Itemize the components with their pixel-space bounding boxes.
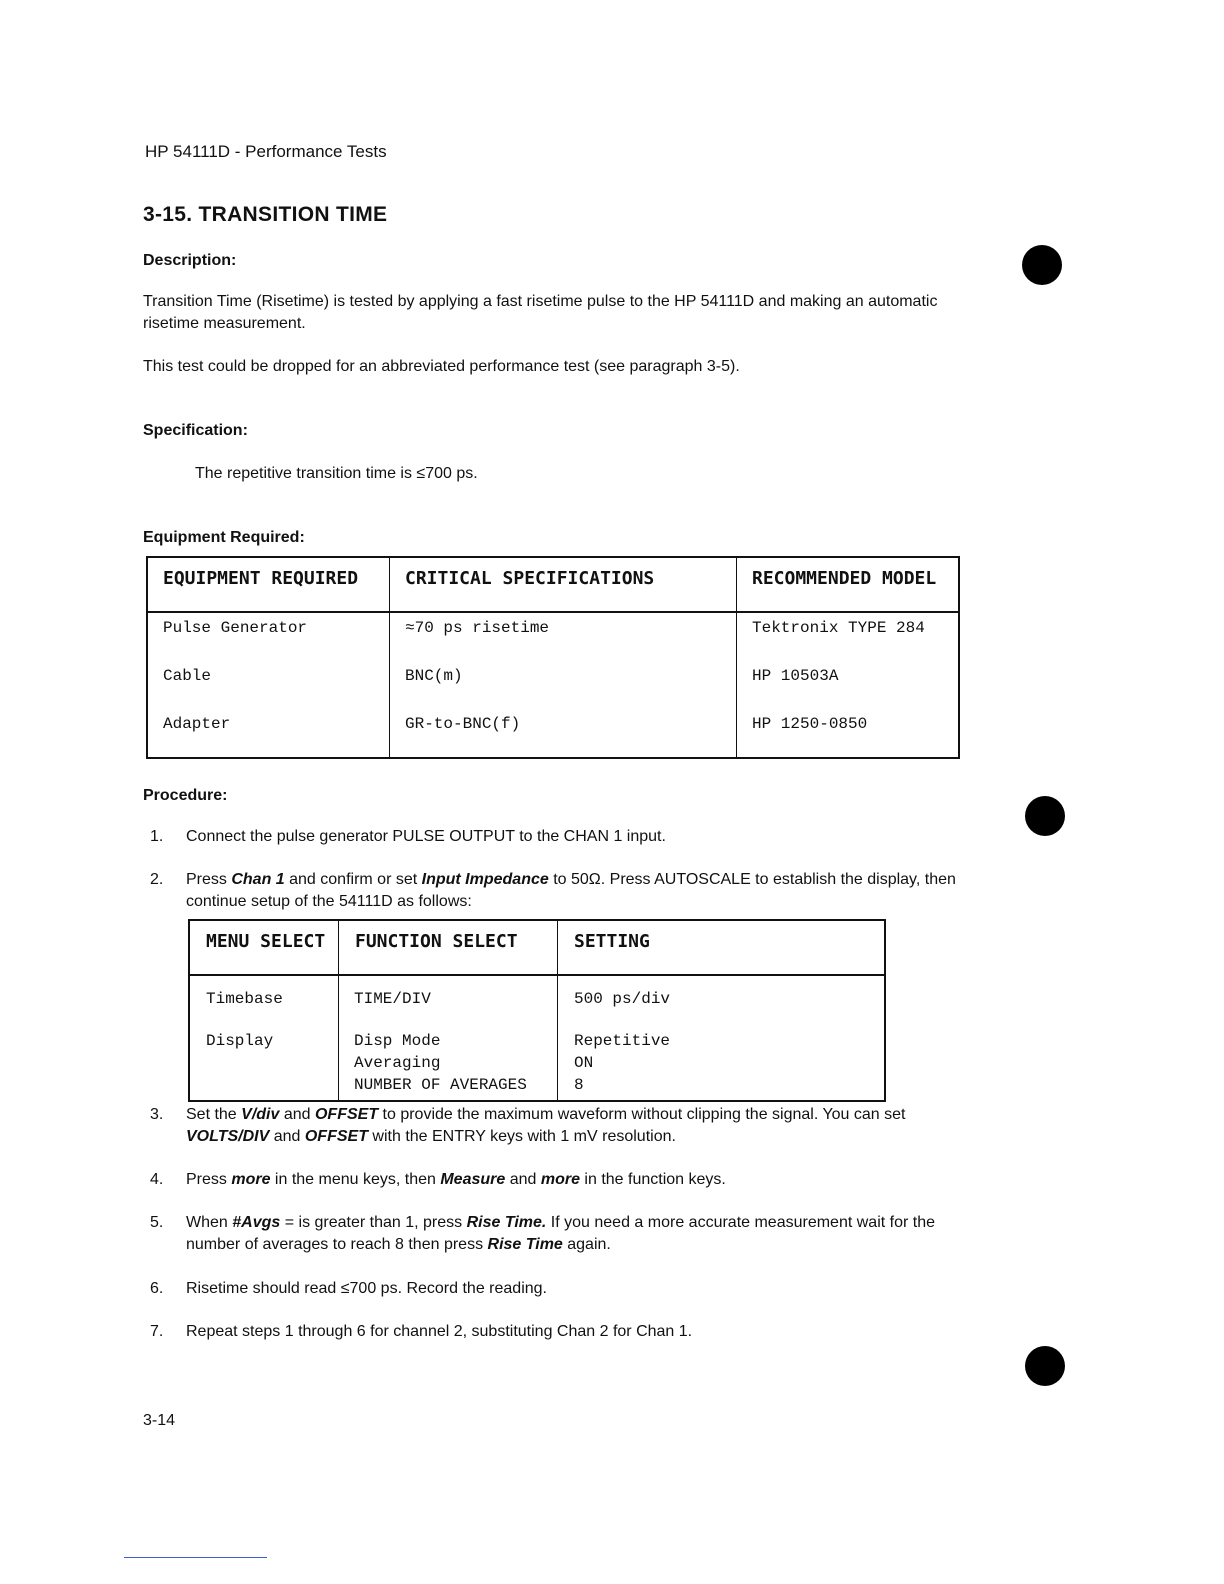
equipment-label: Equipment Required: [143,529,305,546]
hole-punch-icon [1025,796,1065,836]
equipment-table [146,556,960,759]
step-text: When #Avgs = is greater than 1, press Rise Time. If you need a more accurate measurement wait for the number of averages to reach 8 then press Rise Time again. [186,1214,935,1253]
menu-cell: Display [189,1020,339,1101]
equipment-header-specifications: CRITICAL SPECIFICATIONS [390,557,737,612]
equipment-cell: GR-to-BNC(f) [390,709,737,758]
equipment-cell: HP 10503A [752,667,839,685]
step-text: Press more in the menu keys, then Measure and more in the function keys. [186,1171,726,1188]
step-number: 4. [150,1171,164,1188]
description-paragraph-2: This test could be dropped for an abbreviated performance test (see paragraph 3-5). [143,358,740,375]
equipment-cell: ≈70 ps risetime [390,612,737,661]
step-number: 5. [150,1214,164,1231]
menu-header-setting: SETTING [558,920,886,975]
step-text: Connect the pulse generator PULSE OUTPUT to the CHAN 1 input. [186,828,666,845]
equipment-header-model: RECOMMENDED MODEL [737,557,960,612]
menu-header-function-select: FUNCTION SELECT [339,920,558,975]
table-row [189,975,885,1020]
specification-label: Specification: [143,422,248,439]
step-number: 6. [150,1280,164,1297]
menu-cell: TIME/DIV [339,975,558,1020]
equipment-cell: Tektronix TYPE 284 [752,619,925,637]
step-number: 2. [150,871,164,888]
footer-divider [124,1557,267,1558]
menu-cell: Disp Mode Averaging NUMBER OF AVERAGES [339,1020,558,1101]
procedure-label: Procedure: [143,787,228,804]
page-header: HP 54111D - Performance Tests [145,142,387,161]
hole-punch-icon [1025,1346,1065,1386]
step-text: Repeat steps 1 through 6 for channel 2, substituting Chan 2 for Chan 1. [186,1323,693,1340]
menu-header-menu-select: MENU SELECT [189,920,339,975]
step-text: Press Chan 1 and confirm or set Input Impedance to 50Ω. Press AUTOSCALE to establish the display, then continue setup of the 54111D as follows: [186,871,956,910]
step-text: Risetime should read ≤700 ps. Record the reading. [186,1280,547,1297]
table-row [147,661,959,709]
step-number: 3. [150,1106,164,1123]
equipment-cell: Pulse Generator [147,612,390,661]
menu-cell: 500 ps/div [574,990,671,1008]
menu-cell: Repetitive ON 8 [574,1032,671,1094]
equipment-cell: Cable [147,661,390,709]
page-number: 3-14 [143,1412,176,1429]
menu-cell: Timebase [189,975,339,1020]
table-row [189,1020,885,1101]
step-text: Set the V/div and OFFSET to provide the maximum waveform without clipping the signal. You can set VOLTS/DIV and OFFSET with the ENTRY keys with 1 mV resolution. [186,1106,906,1145]
step-number: 7. [150,1323,164,1340]
equipment-cell: Adapter [147,709,390,758]
description-paragraph-1: Transition Time (Risetime) is tested by applying a fast risetime pulse to the HP 54111D and making an automatic risetime measurement. [143,293,938,332]
table-row [147,612,959,661]
equipment-cell: BNC(m) [390,661,737,709]
description-label: Description: [143,252,237,269]
section-title: 3-15. TRANSITION TIME [143,203,388,226]
equipment-header-required: EQUIPMENT REQUIRED [147,557,390,612]
equipment-cell: HP 1250-0850 [752,715,868,733]
hole-punch-icon [1022,245,1062,285]
menu-settings-table [188,919,886,1102]
step-number: 1. [150,828,164,845]
specification-text: The repetitive transition time is ≤700 ps. [195,465,478,482]
table-row [147,709,959,758]
